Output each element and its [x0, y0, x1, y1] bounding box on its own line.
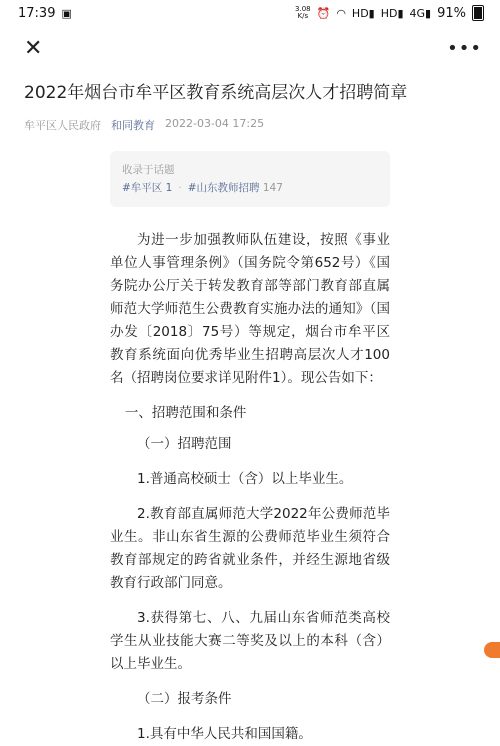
hd-signal-icon-2: HD▮ [380, 6, 404, 20]
subsection-heading-1: （一）招聘范围 [137, 436, 232, 452]
4g-signal-icon: 4G▮ [409, 6, 432, 20]
topic-tags [122, 179, 378, 197]
tag-separator: · [178, 182, 182, 194]
topic-card[interactable] [110, 151, 390, 207]
network-speed: 3.08 K/s [295, 5, 311, 20]
top-nav-bar [0, 26, 500, 70]
battery-percent: 91% [437, 5, 466, 21]
article-source: 牟平区人民政府 [24, 119, 101, 132]
close-icon[interactable]: ✕ [24, 35, 43, 61]
subsection-heading-2: （二）报考条件 [137, 691, 232, 707]
wifi-icon: ◠ [336, 6, 346, 20]
topics-label: 收录于话题 [122, 164, 175, 176]
topic-tag-muping[interactable]: #牟平区 1 [122, 182, 173, 194]
status-time: 17:39 [18, 5, 56, 21]
article-title: 2022年烟台市牟平区教育系统高层次人才招聘简章 [24, 83, 408, 103]
topic-tag-shandong-teacher[interactable]: #山东教师招聘 147 [187, 182, 283, 194]
article-body [0, 229, 500, 746]
paragraph-item-2: 2.教育部直属师范大学2022年公费师范毕业生。非山东省生源的公费师范毕业生须符合教育部规定的跨省就业条件，并经生源地省级教育行政部门同意。 [110, 506, 390, 591]
more-icon[interactable]: ••• [447, 37, 482, 59]
alarm-icon: ⏰ [316, 6, 331, 20]
paragraph-item-3: 3.获得第七、八、九届山东省师范类高校学生从业技能大赛二等奖及以上的本科（含）以上毕业生。 [110, 610, 390, 672]
section-heading-1: 一、招聘范围和条件 [124, 405, 247, 421]
paragraph-item-1: 1.普通高校硕士（含）以上毕业生。 [137, 471, 353, 487]
gallery-notification-icon: ▣ [61, 6, 72, 20]
battery-icon [472, 5, 484, 21]
hd-signal-icon: HD▮ [351, 6, 375, 20]
article-datetime: 2022-03-04 17:25 [165, 117, 265, 130]
paragraph-item-4: 1.具有中华人民共和国国籍。 [137, 726, 312, 742]
status-bar [0, 0, 500, 26]
paragraph-intro: 为进一步加强教师队伍建设，按照《事业单位人事管理条例》（国务院令第652号）《国务院办公厅关于转发教育部等部门教育部直属师范大学师范生公费教育实施办法的通知》（国办发〔2018〕75号）等规定，烟台市牟平区教育系统面向优秀毕业生招聘高层次人才100名（招聘岗位要求详见附件1）。现公告如下： [110, 232, 390, 386]
floating-action-tab[interactable] [484, 642, 500, 658]
article-meta [0, 117, 500, 133]
article-author-link[interactable]: 和同教育 [111, 119, 155, 132]
